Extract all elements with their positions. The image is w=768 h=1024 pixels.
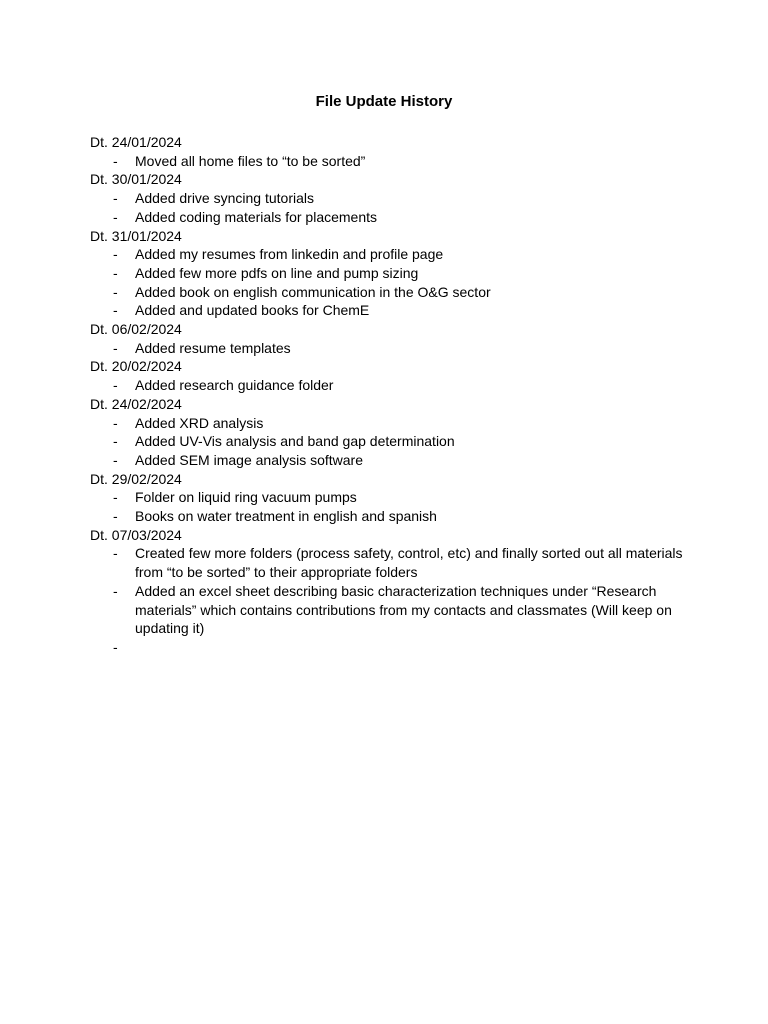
entry-date: Dt. 20/02/2024	[90, 358, 182, 375]
list-item	[90, 376, 690, 395]
list-item-text: Created few more folders (process safety, control, etc) and finally sorted out all materials from “to be sorted” to their appropriate folders	[135, 545, 683, 581]
list-item	[90, 544, 690, 581]
list-item-text	[135, 638, 690, 657]
list-item	[90, 301, 690, 320]
document-title: File Update History	[315, 93, 453, 110]
list-item	[90, 414, 690, 433]
bullet-dash: -	[113, 283, 118, 300]
bullet-dash: -	[113, 152, 118, 169]
bullet-dash: -	[113, 638, 118, 655]
list-item	[90, 264, 690, 283]
list-item-text: Added UV-Vis analysis and band gap determination	[135, 433, 455, 450]
entry-date: Dt. 29/02/2024	[90, 470, 182, 487]
list-item	[90, 245, 690, 264]
entry-date: Dt. 30/01/2024	[90, 171, 182, 188]
list-item	[90, 189, 690, 208]
list-item-text: Added coding materials for placements	[135, 208, 378, 225]
bullet-dash: -	[113, 377, 118, 394]
bullet-dash: -	[113, 582, 118, 599]
list-item	[90, 208, 690, 227]
list-item-text: Added and updated books for ChemE	[135, 302, 370, 319]
entry-date: Dt. 31/01/2024	[90, 227, 182, 244]
list-item	[90, 432, 690, 451]
list-item-text: Added book on english communication in the O&G sector	[135, 283, 491, 300]
bullet-dash: -	[113, 190, 118, 207]
bullet-dash: -	[113, 489, 118, 506]
list-item	[90, 638, 690, 657]
list-item	[90, 488, 690, 507]
bullet-dash: -	[113, 264, 118, 281]
list-item-text: Added resume templates	[135, 339, 291, 356]
entry-date: Dt. 06/02/2024	[90, 321, 182, 338]
list-item-text: Added XRD analysis	[135, 414, 264, 431]
bullet-dash: -	[113, 414, 118, 431]
list-item-text: Added few more pdfs on line and pump sizing	[135, 264, 419, 281]
bullet-dash: -	[113, 208, 118, 225]
entry-date: Dt. 24/01/2024	[90, 134, 182, 150]
bullet-dash: -	[113, 302, 118, 319]
list-item-text: Folder on liquid ring vacuum pumps	[135, 489, 357, 506]
bullet-dash: -	[113, 508, 118, 525]
list-item	[90, 152, 690, 171]
entry-date: Dt. 07/03/2024	[90, 526, 182, 543]
list-item-text: Books on water treatment in english and spanish	[135, 508, 437, 525]
bullet-dash: -	[113, 545, 118, 562]
entry-date: Dt. 24/02/2024	[90, 395, 182, 412]
list-item	[90, 283, 690, 302]
list-item-text: Added SEM image analysis software	[135, 451, 363, 468]
list-item	[90, 507, 690, 526]
bullet-dash: -	[113, 246, 118, 263]
list-item	[90, 339, 690, 358]
update-history-list	[90, 133, 690, 657]
list-item	[90, 451, 690, 470]
list-item-text: Added my resumes from linkedin and profile page	[135, 246, 444, 263]
bullet-dash: -	[113, 433, 118, 450]
list-item-text: Added research guidance folder	[135, 377, 334, 394]
list-item-text: Added drive syncing tutorials	[135, 190, 314, 207]
list-item-text: Moved all home files to “to be sorted”	[135, 152, 366, 169]
list-item-text: Added an excel sheet describing basic characterization techniques under “Research materials” which contains contributions from my contacts and classmates (Will keep on updating it)	[135, 582, 672, 637]
list-item	[90, 582, 690, 638]
bullet-dash: -	[113, 451, 118, 468]
bullet-dash: -	[113, 339, 118, 356]
